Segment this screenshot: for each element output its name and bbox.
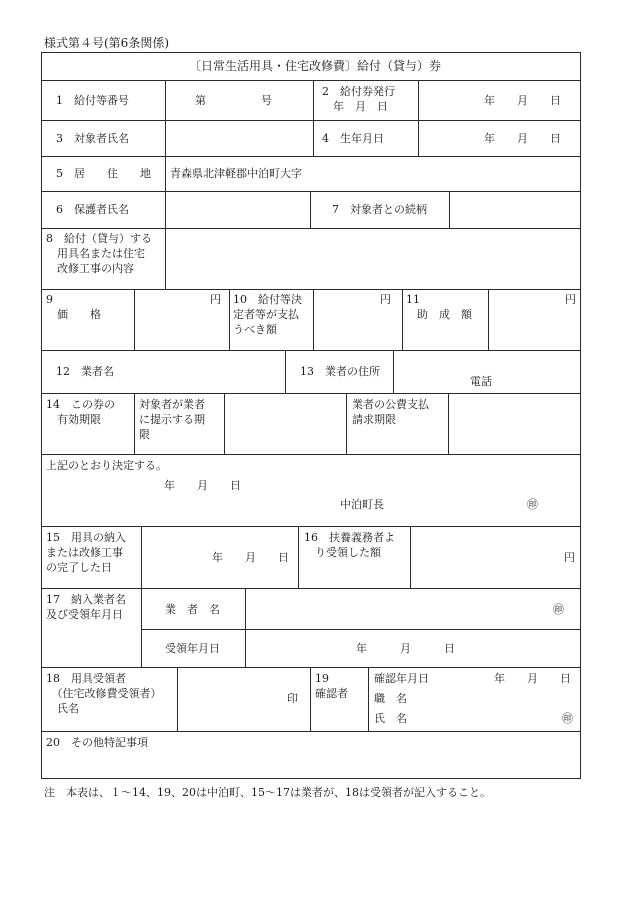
label-guardian-name: 6 保護者氏名: [56, 203, 129, 216]
label-price: 9 価 格: [46, 293, 101, 321]
value-completion-date: 年 月 日: [212, 551, 289, 564]
recipient-seal: 印: [287, 692, 298, 705]
label-equipment-recipient: 18 用具受領者 （住宅改修費受領者） 氏名: [46, 672, 162, 715]
label-confirm-date: 確認年月日: [374, 672, 429, 685]
form-title: 〔日常生活用具・住宅改修費〕給付（貸与）券: [188, 59, 441, 73]
label-subject-name: 3 対象者氏名: [56, 132, 129, 145]
label-vendor: 業 者 名: [165, 603, 220, 616]
label-present-deadline: 対象者が業者 に提示する期 限: [139, 398, 205, 441]
label-received-amount: 16 扶養義務者よ り受領した額: [304, 531, 395, 559]
unit-subsidy: 円: [565, 293, 576, 306]
label-vendor-address: 13 業者の住所: [300, 365, 380, 378]
label-vendor-name: 12 業者名: [56, 365, 114, 378]
unit-payable: 円: [380, 293, 391, 306]
value-residence: 青森県北津軽郡中泊町大字: [170, 167, 302, 180]
label-confirmer: 19 確認者: [315, 672, 348, 700]
label-delivery-vendor: 17 納入業者名 及び受領年月日: [46, 593, 126, 621]
confirmer-seal: ㊞: [562, 712, 573, 725]
unit-received-amount: 円: [564, 551, 575, 564]
label-completion-date: 15 用具の納入 または改修工事 の完了した日: [46, 531, 126, 574]
label-claim-deadline: 業者の公費支払 請求期限: [352, 398, 429, 426]
value-birth-date: 年 月 日: [484, 132, 561, 145]
label-issue-date: 2 給付券発行 年 月 日: [322, 85, 395, 113]
vendor-seal: ㊞: [553, 603, 564, 616]
mayor-title: 中泊町長: [340, 498, 384, 511]
form-note: 注 本表は、１～14、19、20は中泊町、15～17は業者が、18は受領者が記入すること。: [44, 786, 491, 799]
label-received-date: 受領年月日: [165, 642, 220, 655]
label-residence: 5 居 住 地: [56, 167, 151, 180]
label-validity: 14 この券の 有効期限: [46, 398, 115, 426]
decision-date: 年 月 日: [164, 479, 241, 492]
label-special-notes: 20 その他特記事項: [46, 736, 148, 749]
label-job-title: 職 名: [374, 692, 407, 705]
label-birth-date: 4 生年月日: [322, 132, 384, 145]
label-confirmer-name: 氏 名: [374, 712, 407, 725]
unit-price: 円: [210, 293, 221, 306]
value-grant-number: 第 号: [195, 94, 272, 107]
label-payable-amount: 10 給付等決 定者等が支払 うべき額: [233, 293, 302, 336]
form-number: 様式第４号(第6条関係): [44, 36, 169, 50]
label-equipment-content: 8 給付（貸与）する 用具名または住宅 改修工事の内容: [46, 232, 152, 275]
value-issue-date: 年 月 日: [484, 94, 561, 107]
label-phone: 電話: [470, 375, 492, 388]
label-relationship: 7 対象者との続柄: [332, 203, 427, 216]
label-grant-number: 1 給付等番号: [56, 94, 129, 107]
value-confirm-date: 年 月 日: [494, 672, 571, 685]
value-received-date: 年 月 日: [356, 642, 455, 655]
mayor-seal: ㊞: [527, 498, 538, 511]
label-subsidy: 11 助 成 額: [406, 293, 472, 321]
decision-text: 上記のとおり決定する。: [46, 459, 167, 472]
